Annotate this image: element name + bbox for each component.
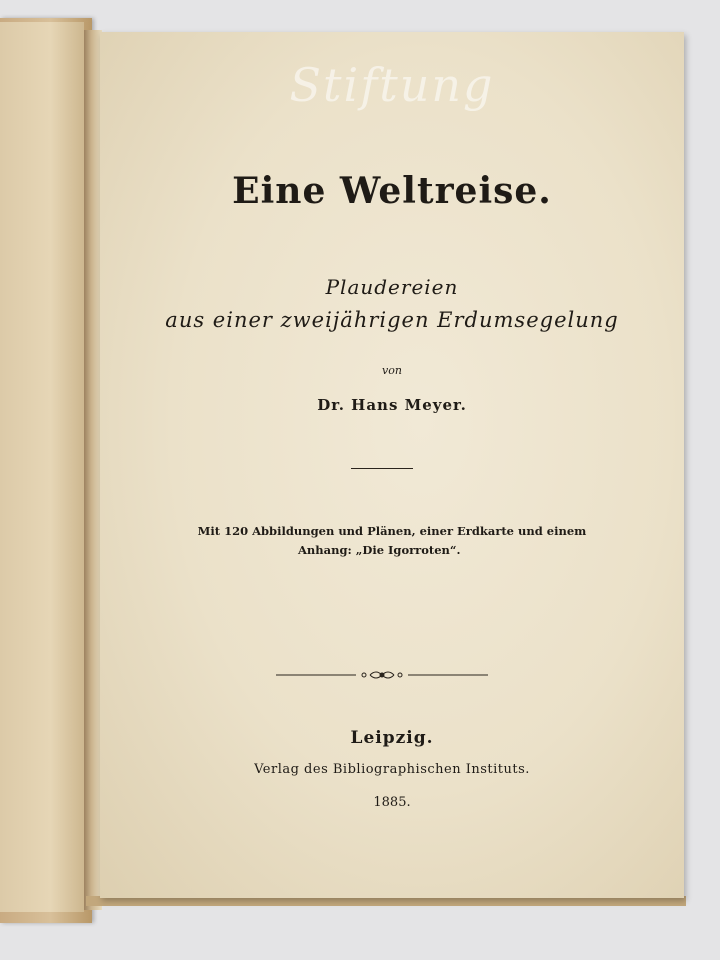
ornament-divider <box>276 666 488 684</box>
publication-place: Leipzig. <box>350 728 434 748</box>
author-name: Dr. Hans Meyer. <box>317 396 467 414</box>
description-line-1: Mit 120 Abbildungen und Plänen, einer Erdkarte und einem <box>197 524 587 538</box>
faded-stamp: Stiftung <box>289 58 495 112</box>
subtitle-line-2: aus einer zweijährigen Erdumsegelung <box>165 308 619 332</box>
description-line-2: Anhang: „Die Igorroten“. <box>298 543 461 557</box>
by-word: von <box>382 364 402 377</box>
left-page <box>0 22 84 912</box>
divider-rule <box>351 468 413 469</box>
publisher: Verlag des Bibliographischen Instituts. <box>254 762 530 777</box>
subtitle-line-1: Plaudereien <box>325 275 459 299</box>
book-title: Eine Weltreise. <box>232 170 552 212</box>
publication-year: 1885. <box>373 795 411 810</box>
